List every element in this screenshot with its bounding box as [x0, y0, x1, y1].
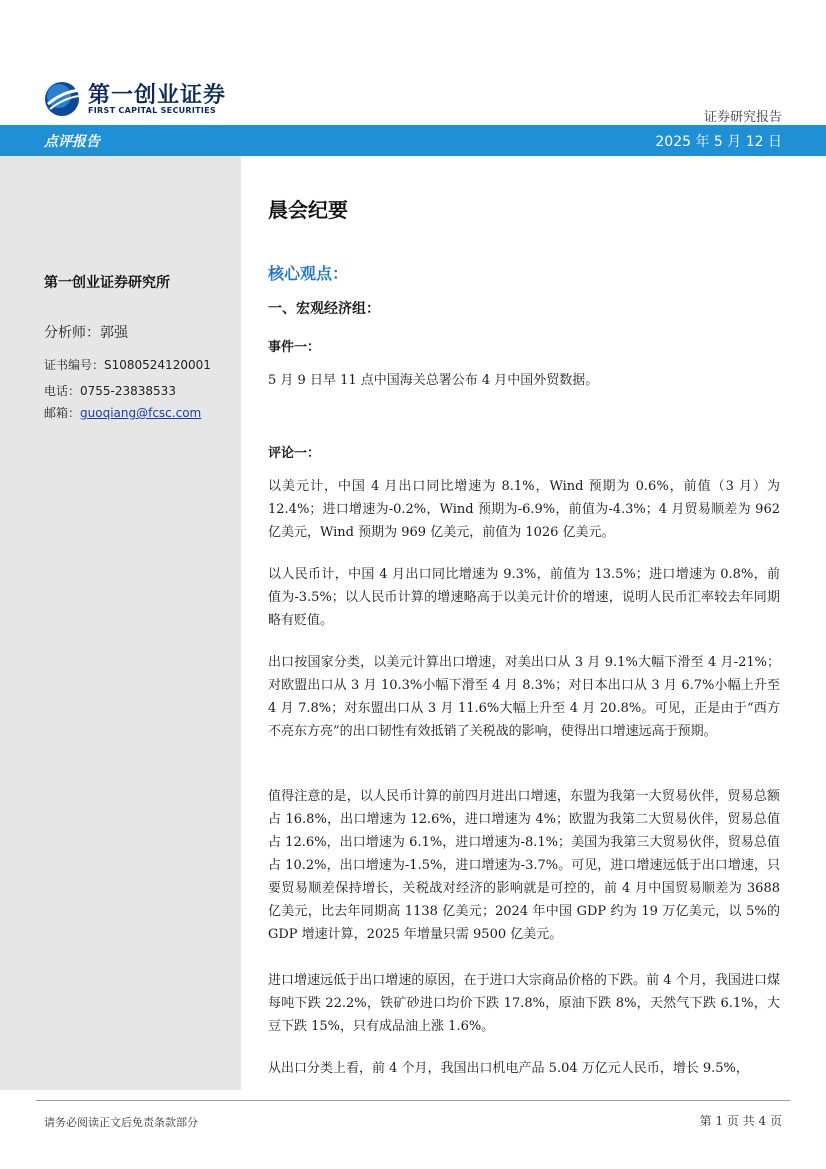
phone-number: 电话：0755-23838533 [44, 384, 176, 398]
sidebar [0, 156, 241, 1090]
comment-heading: 评论一： [268, 446, 321, 461]
document-type: 证券研究报告 [703, 110, 782, 125]
page-number: 第 1 页 共 4 页 [699, 1114, 782, 1128]
report-date: 2025 年 5 月 12 日 [655, 134, 782, 150]
header-band [0, 125, 826, 156]
analyst-name: 分析师：郭强 [44, 325, 128, 341]
certificate-number: 证书编号：S1080524120001 [44, 358, 211, 372]
footer-disclaimer: 请务必阅读正文后免责条款部分 [44, 1116, 198, 1129]
paragraph: 5 月 9 日早 11 点中国海关总署公布 4 月中国外贸数据。 [268, 373, 599, 388]
section-heading: 一、宏观经济组： [268, 301, 380, 317]
logo-name-cn: 第一创业证券 [88, 83, 227, 108]
logo-name-en: FIRST CAPITAL SECURITIES [88, 106, 217, 115]
email-link[interactable]: guoqiang@fcsc.com [80, 406, 202, 420]
footer-divider [36, 1100, 790, 1101]
paragraph: 以人民币计，中国 4 月出口同比增速为 9.3%，前值为 13.5%；进口增速为 0.8%，前值为-3.5%；以人民币计算的增速略高于以美元计价的增速，说明人民币汇率较去年同期略有贬值。 [268, 567, 780, 628]
paragraph: 进口增速远低于出口增速的原因，在于进口大宗商品价格的下跌。前 4 个月，我国进口煤每吨下跌 22.2%，铁矿砂进口均价下跌 17.8%，原油下跌 8%，天然气下跌 6.1%，大豆下跌 15%，只有成品油上涨 1.6%。 [268, 973, 780, 1034]
paragraph: 从出口分类上看，前 4 个月，我国出口机电产品 5.04 万亿元人民币，增长 9.5%， [268, 1061, 749, 1076]
email-line [44, 404, 201, 421]
page-title: 晨会纪要 [268, 198, 348, 222]
event-heading: 事件一： [268, 340, 321, 355]
globe-logo-icon [42, 78, 82, 118]
company-logo [42, 78, 242, 122]
paragraph: 出口按国家分类，以美元计算出口增速，对美出口从 3 月 9.1%大幅下滑至 4 月-21%；对欧盟出口从 3 月 10.3%小幅下滑至 4 月 8.3%；对日本出口从 3 月 6.7%小幅上升至 4 月 7.8%；对东盟出口从 3 月 11.6%大幅上升至 4 月 20.8%。可见，正是由于“西方不亮东方亮”的出口韧性有效抵销了关税战的影响，使得出口增速远高于预期。 [268, 655, 780, 739]
paragraph: 值得注意的是，以人民币计算的前四月进出口增速，东盟为我第一大贸易伙伴，贸易总额占 16.8%，出口增速为 12.6%，进口增速为 4%；欧盟为我第二大贸易伙伴，贸易总值占 12.6%，出口增速为 6.1%，进口增速为-8.1%；美国为我第三大贸易伙伴，贸易总值占 10.2%，出口增速为-1.5%，进口增速为-3.7%。可见，进口增速远低于出口增速，只要贸易顺差保持增长，关税战对经济的影响就是可控的，前 4 月中国贸易顺差为 3688 亿美元，比去年同期高 1138 亿美元；2024 年中国 GDP 约为 19 万亿美元，以 5%的 GDP 增速计算，2025 年增量只需 9500 亿美元。 [268, 789, 780, 942]
core-heading: 核心观点： [268, 264, 349, 283]
institute-name: 第一创业证券研究所 [44, 275, 170, 291]
report-category: 点评报告 [44, 134, 100, 150]
paragraph: 以美元计，中国 4 月出口同比增速为 8.1%，Wind 预期为 0.6%，前值（3 月）为 12.4%；进口增速为-0.2%，Wind 预期为-6.9%，前值为-4.3%；4 月贸易顺差为 962 亿美元，Wind 预期为 969 亿美元，前值为 1026 亿美元。 [268, 479, 780, 540]
email-label: 邮箱： [44, 406, 81, 420]
